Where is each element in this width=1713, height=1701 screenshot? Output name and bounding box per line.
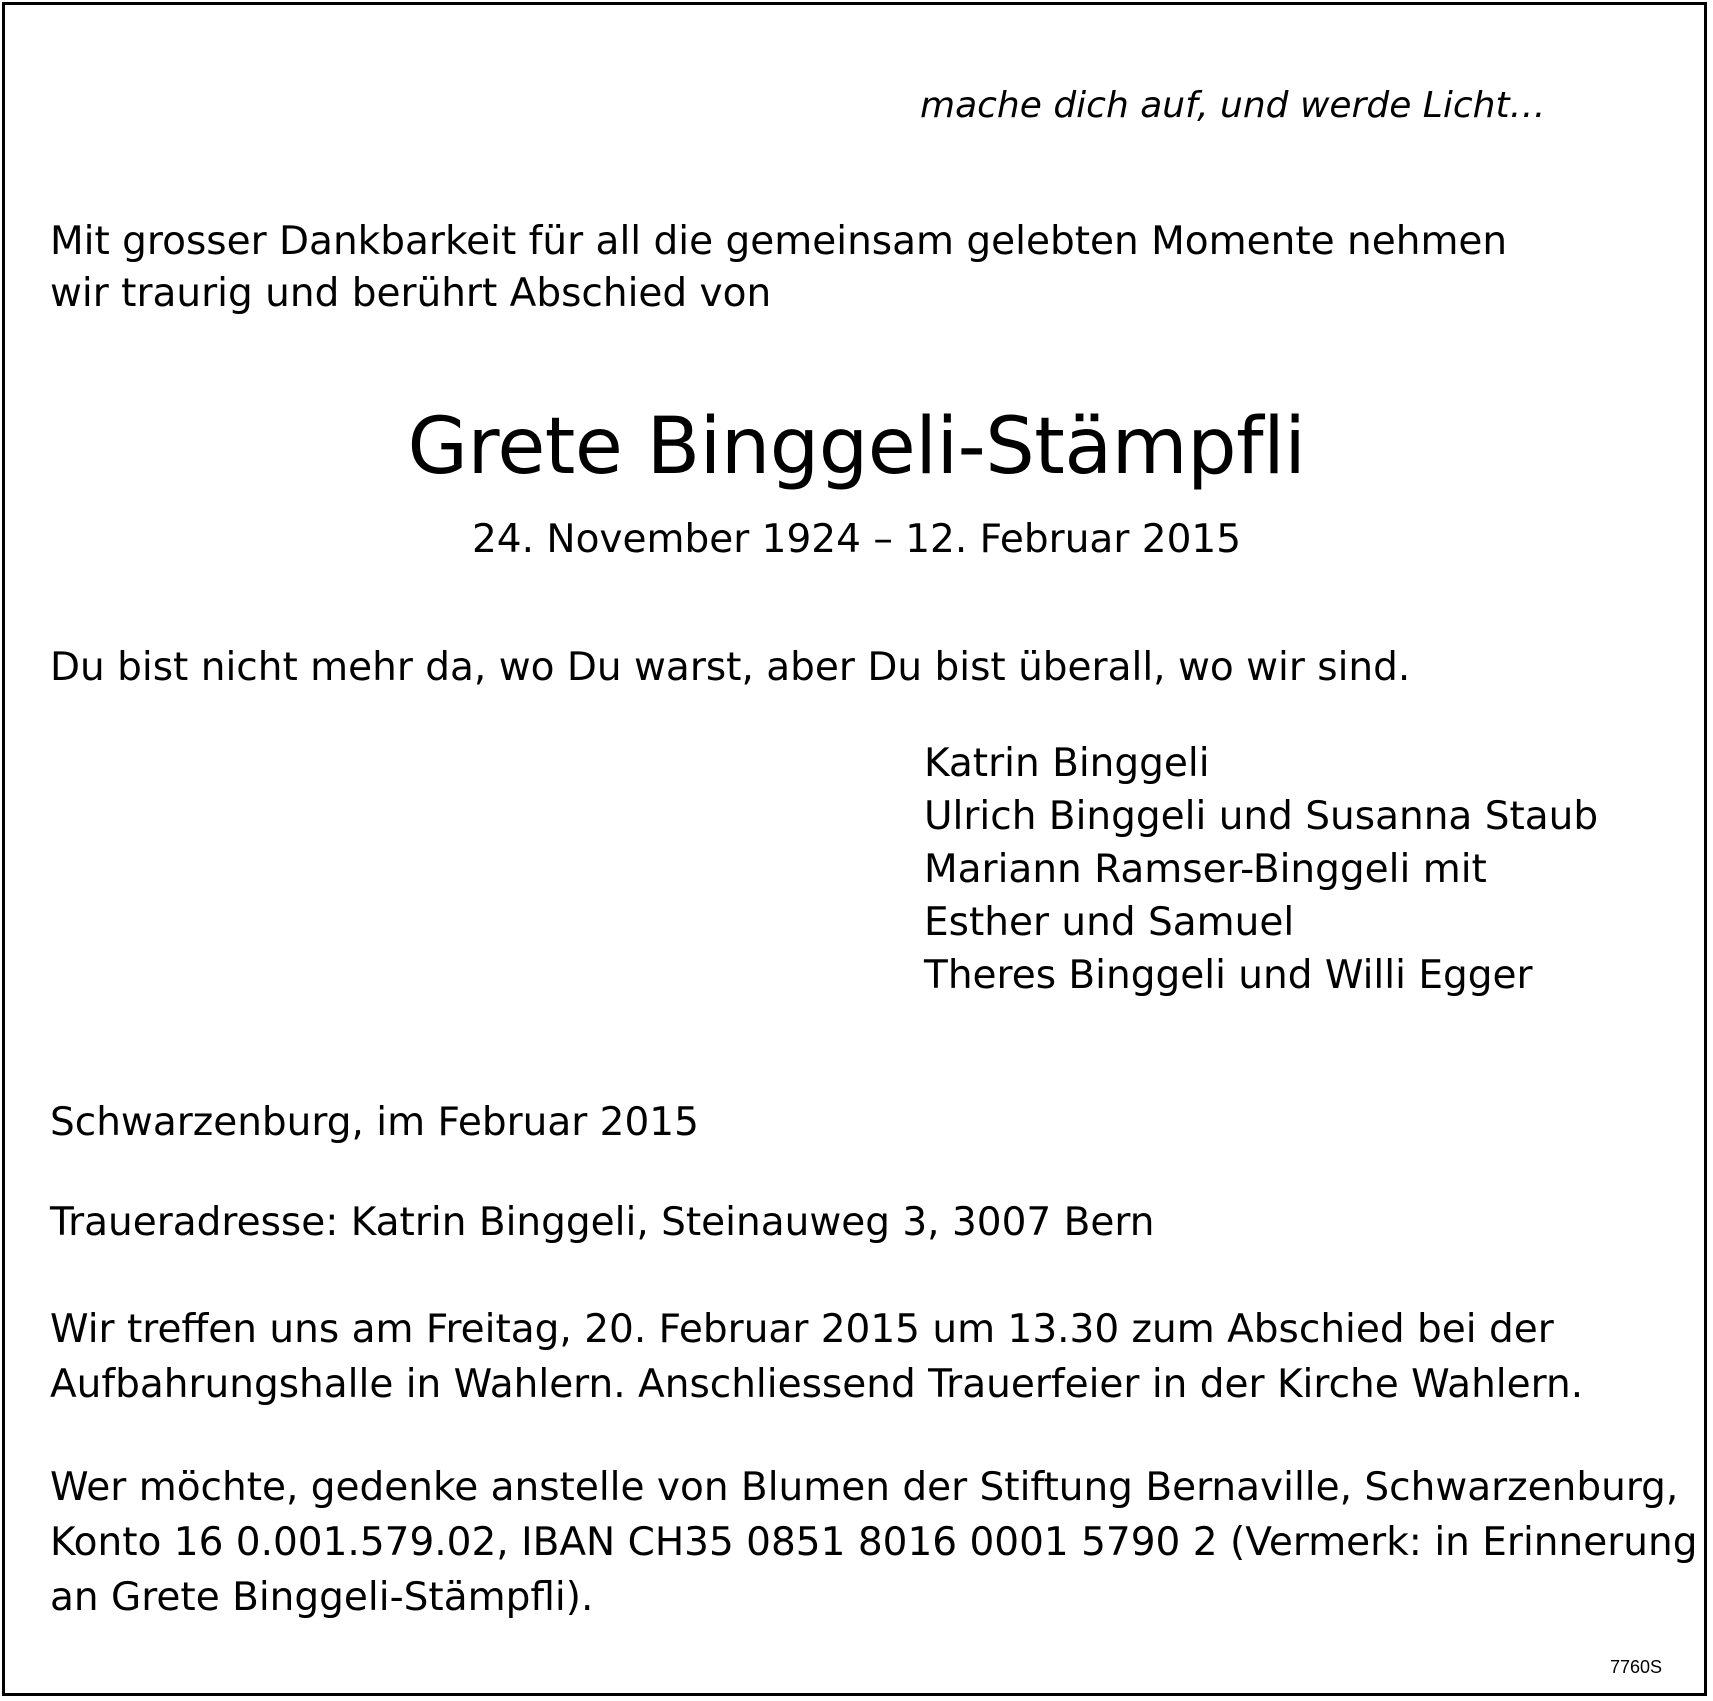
meeting-line: Wir treffen uns am Freitag, 20. Februar 2015 um 13.30 zum Abschied bei der	[50, 1307, 1554, 1352]
place-date: Schwarzenburg, im Februar 2015	[50, 1100, 699, 1145]
mourner-name: Ulrich Binggeli und Susanna Staub	[924, 794, 1599, 839]
intro-text	[50, 216, 1507, 320]
mourner-name: Mariann Ramser-Binggeli mit	[924, 847, 1487, 892]
mourner-name: Katrin Binggeli	[924, 741, 1210, 786]
deceased-name: Grete Binggeli-Stämpfli	[407, 402, 1306, 492]
donation-info	[50, 1460, 1697, 1625]
donation-line: Wer möchte, gedenke anstelle von Blumen der Stiftung Bernaville, Schwarzenburg,	[50, 1465, 1679, 1510]
intro-line: wir traurig und berührt Abschied von	[50, 271, 772, 316]
donation-line: Konto 16 0.001.579.02, IBAN CH35 0851 8016 0001 5790 2 (Vermerk: in Erinnerung	[50, 1520, 1698, 1565]
mourner-name: Theres Binggeli und Willi Egger	[924, 953, 1533, 998]
quote: Du bist nicht mehr da, wo Du warst, aber Du bist überall, wo wir sind.	[50, 645, 1411, 690]
mourners-list	[924, 737, 1598, 1002]
mourning-address: Traueradresse: Katrin Binggeli, Steinauweg 3, 3007 Bern	[50, 1200, 1155, 1245]
donation-line: an Grete Binggeli-Stämpfli).	[50, 1575, 594, 1620]
meeting-info	[50, 1302, 1583, 1412]
intro-line: Mit grosser Dankbarkeit für all die gemeinsam gelebten Momente nehmen	[50, 219, 1508, 264]
life-dates: 24. November 1924 – 12. Februar 2015	[471, 517, 1242, 562]
mourner-name: Esther und Samuel	[924, 900, 1295, 945]
meeting-line: Aufbahrungshalle in Wahlern. Anschliessend Trauerfeier in der Kirche Wahlern.	[50, 1362, 1584, 1407]
motto: mache dich auf, und werde Licht…	[920, 85, 1546, 126]
ad-code: 7760S	[1610, 1657, 1663, 1677]
